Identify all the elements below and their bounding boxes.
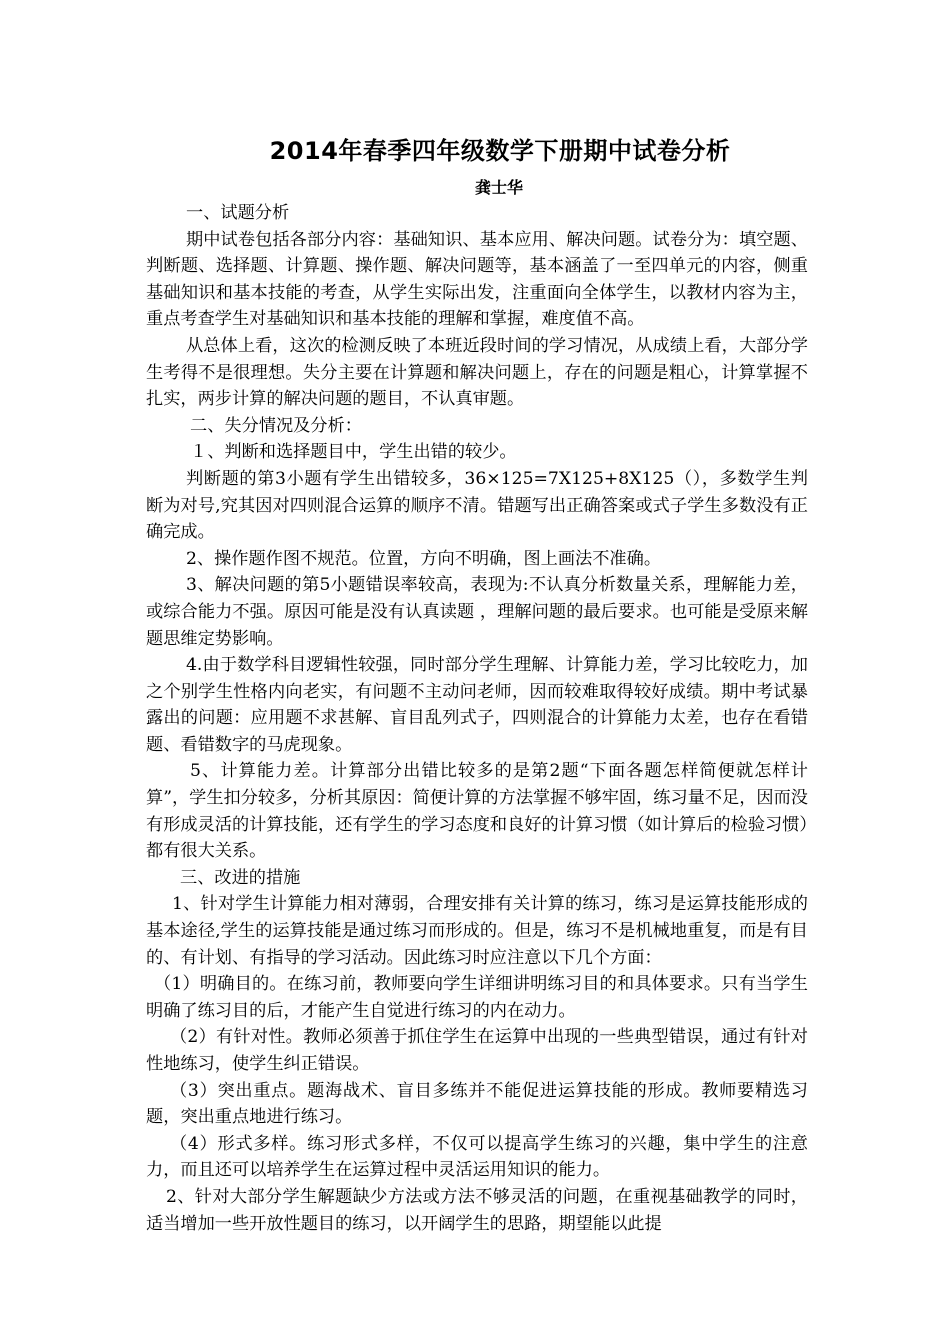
paragraph: （3）突出重点。题海战术、盲目多练并不能促进运算技能的形成。教师要精选习题，突出重点地进行练习。	[146, 1080, 808, 1128]
paragraph: （2）有针对性。教师必须善于抓住学生在运算中出现的一些典型错误，通过有针对性地练习，使学生纠正错误。	[146, 1027, 808, 1074]
paragraph: （1）明确目的。在练习前，教师要向学生详细讲明练习目的和具体要求。只有当学生明确了练习目的后，才能产生自觉进行练习的内在动力。	[146, 974, 808, 1021]
document-title: 2014年春季四年级数学下册期中试卷分析	[269, 137, 731, 165]
section-heading-2: 二、失分情况及分析：	[190, 415, 362, 436]
paragraph: 判断题的第3小题有学生出错较多，36×125=7X125+8X125（），多数学生判断为对号,究其因对四则混合运算的顺序不清。错题写出正确答案或式子学生多数没有正确完成。	[146, 468, 808, 543]
paragraph: 1、针对学生计算能力相对薄弱，合理安排有关计算的练习，练习是运算技能形成的基本途径,学生的运算技能是通过练习而形成的。但是，练习不是机械地重复，而是有目的、有计划、有指导的学习活动。因此练习时应注意以下几个方面：	[146, 894, 808, 968]
section-heading-3: 三、改进的措施	[180, 867, 301, 888]
section-heading-1: 一、试题分析	[186, 203, 290, 223]
paragraph: （4）形式多样。练习形式多样，不仅可以提高学生练习的兴趣，集中学生的注意力，而且还可以培养学生在运算过程中灵活运用知识的能力。	[146, 1133, 808, 1181]
document-author: 龚士华	[474, 178, 523, 197]
document-body	[146, 200, 808, 1237]
paragraph: 4.由于数学科目逻辑性较强，同时部分学生理解、计算能力差，学习比较吃力，加之个别学生性格内向老实，有问题不主动问老师，因而较难取得较好成绩。期中考试暴露出的问题：应用题不求甚解、盲目乱列式子，四则混合的计算能力太差，也存在看错题、看错数字的马虎现象。	[146, 655, 808, 755]
paragraph: 2、操作题作图不规范。位置，方向不明确，图上画法不准确。	[186, 548, 662, 569]
paragraph: 2、针对大部分学生解题缺少方法或方法不够灵活的问题，在重视基础教学的同时，适当增加一些开放性题目的练习，以开阔学生的思路，期望能以此提	[146, 1186, 808, 1234]
paragraph: 期中试卷包括各部分内容：基础知识、基本应用、解决问题。试卷分为：填空题、判断题、选择题、计算题、操作题、解决问题等，基本涵盖了一至四单元的内容，侧重基础知识和基本技能的考查，从学生实际出发，注重面向全体学生，以教材内容为主，重点考查学生对基础知识和基本技能的理解和掌握，难度值不高。	[146, 229, 808, 330]
paragraph: 从总体上看，这次的检测反映了本班近段时间的学习情况，从成绩上看，大部分学生考得不是很理想。失分主要在计算题和解决问题上，存在的问题是粗心，计算掌握不扎实，两步计算的解决问题的题目，不认真审题。	[146, 335, 808, 410]
paragraph: 3、解决问题的第5小题错误率较高，表现为:不认真分析数量关系，理解能力差，或综合能力不强。原因可能是没有认真读题 ，理解问题的最后要求。也可能是受原来解题思维定势影响。	[146, 575, 808, 649]
paragraph: 5、计算能力差。计算部分出错比较多的是第2题“下面各题怎样简便就怎样计算”，学生扣分较多，分析其原因：简便计算的方法掌握不够牢固，练习量不足，因而没有形成灵活的计算技能，还有学生的学习态度和良好的计算习惯（如计算后的检验习惯）都有很大关系。	[146, 761, 808, 862]
paragraph: １、判断和选择题目中，学生出错的较少。	[190, 442, 517, 463]
